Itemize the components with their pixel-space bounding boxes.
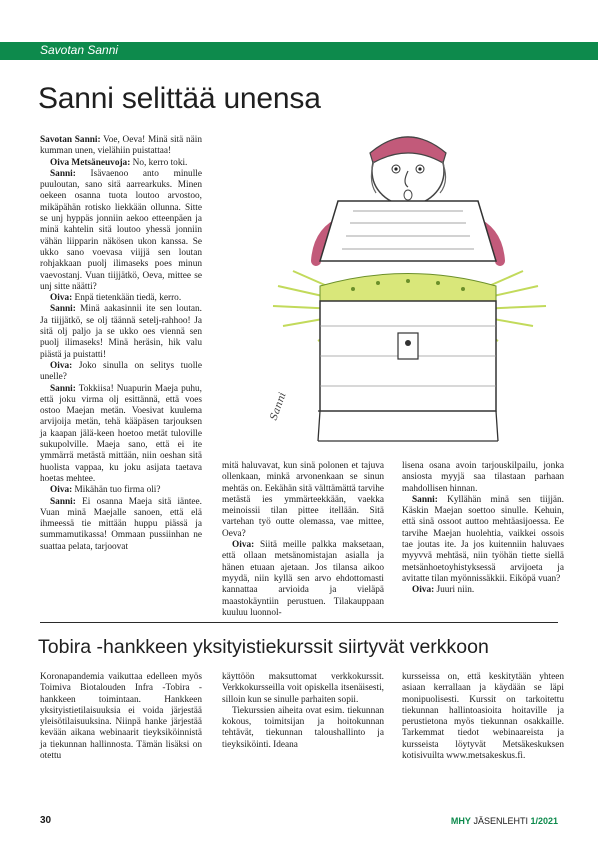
article-column-1 [40, 135, 202, 553]
dialogue-text: Kyllähän minä sen tiijjän. Käskin Maejan soettoo sinulle. Kehuin, että sinä ossoot auttoo mehtäasijoessa. Ee tarvihe Maejan huolehtia, vaikkei ossois tae joutas ite. Ja jos kuitenniin haluvaes myyvvä mehtäsä, niin työhän tiette siellä metsänhoetoyhistyksessä arvijoeta ja avitatte tilan myönnissäkkii. Eiköpä vuan? [402, 494, 564, 584]
article2-title: Tobira -hankkeen yksityistiekurssit siirtyvät verkkoon [38, 636, 489, 658]
dialogue-text: Tokkiisa! Nuapurin Maeja puhu, että joku virma olj esittännä, että voes ostoo Maejan metän. Voesivat kuulema arvijoija metän, tehä kääpäsen tarjouksen ja kaapan jälä-keen hoetoo metät tuloville sukupolville. Maeja sano, että ei ite ymmärrä metästä mittään, niin oeshan sitä huolista vappaa, ku joku asijata taetava hoetas mehtee. [40, 383, 202, 484]
dialogue-text: Siitä meille palkka maksetaan, että ollaan metsänomistajan asialla ja hänen etuaan ajetaan. Jos tilansa aikoo myydä, niin kyllä sen arvo ehdottomasti kannattaa arvioida ja vieläpä maastokäyntiin perustuen. Tilakauppaan kuuluu luonnol- [222, 540, 384, 618]
section-divider [40, 622, 558, 623]
dialogue-paragraph [40, 485, 202, 496]
page-number: 30 [40, 815, 52, 826]
article-column-3 [402, 461, 564, 597]
dialogue-paragraph [40, 497, 202, 553]
body-paragraph: kursseissa on, että keskitytään yhteen asiaan kerrallaan ja käydään se läpi monipuolisesti. Kurssit on tarkoitettu tiekunnan hallintoasioita hoitaville ja perustietona myös tiekunnan osakkaille. Tarkemmat tiedot webinaareista ja kursseista löytyvät Metsäkeskuksen kotisivuilta www.metsakeskus.fi. [402, 672, 564, 762]
dialogue-text: Ei osanna Maeja sitä iäntee. Vuan minä Maejalle sanoen, että elä ihmeessä tie mittään huppu piässä ja summamutikassa! Ommaan pussiinhan ne suattaa pelata, tarjoovat [40, 496, 202, 552]
publication-name: JÄSENLEHTI [473, 816, 528, 826]
dialogue-text: Voe, Oeva! Minä sitä näin kumman unen, vielähiin puistattaa! [40, 135, 202, 157]
dialogue-text: No, kerro toki. [130, 157, 188, 168]
brand-name: MHY [450, 816, 471, 826]
dialogue-paragraph [402, 495, 564, 585]
speaker-name: Oiva: [50, 360, 73, 371]
speaker-name: Oiva: [50, 293, 73, 304]
page-footer [0, 815, 598, 831]
section-band [0, 42, 598, 60]
dialogue-paragraph [222, 461, 384, 540]
dialogue-paragraph [222, 540, 384, 619]
speaker-name: Savotan Sanni: [40, 135, 101, 145]
dialogue-paragraph [40, 158, 202, 169]
publication-info [451, 816, 558, 826]
dialogue-paragraph [40, 135, 202, 158]
issue-number: 1/2021 [530, 816, 558, 826]
speaker-name: Oiva: [50, 485, 73, 496]
article-column-2 [222, 461, 384, 619]
dialogue-paragraph [40, 384, 202, 486]
dialogue-text: lisena osana avoin tarjouskilpailu, jonka ansiosta myyjä saa tilastaan parhaan mahdollisen hinnan. [402, 461, 564, 494]
speaker-name: Sanni: [50, 304, 76, 315]
dialogue-text: Enpä tietenkään tiedä, kerro. [72, 293, 182, 304]
speaker-name: Sanni: [50, 383, 76, 394]
dialogue-text: Minä aakasinnii ite sen loutan. Ja tiijjätkö, se olj täännä setelj-rahhoo! Ja sitä olj paljo ja se ukko oes viennä sen puolj ilimaseks! Minä heräsin, hik valu piästä ja puistatti! [40, 304, 202, 360]
article2-column-1 [40, 672, 202, 762]
speaker-name: Oiva: [232, 540, 255, 551]
dialogue-paragraph [40, 361, 202, 384]
article2-column-3 [402, 672, 564, 762]
speaker-name: Oiva Metsäneuvoja: [50, 157, 131, 168]
dialogue-paragraph [40, 304, 202, 360]
dialogue-paragraph [402, 585, 564, 596]
dialogue-text: Isävaenoo anto minulle puuloutan, sano sitä aarrearkuks. Minen oekeen osanna tuota loutoo arvostoo, mikäpähän rotisko liekkään ollunna. Sitte se unj hyppäs jonniin aekoo etteenpäen ja minä kahtelin sitä loutoo yhessä jonniin vähän liipparin näkösen ukon kanssa. Se ukko sano voevasa viijjä sen loutan rohjakkaan puolj ilimaseks poes minun vaevostanj. Vuan tiijjätkö, Oeva, mittee se unj sitte näätti? [40, 168, 202, 292]
section-label: Savotan Sanni [40, 43, 119, 57]
speaker-name: Oiva: [412, 585, 435, 596]
speaker-name: Sanni: [50, 168, 76, 179]
dialogue-paragraph [40, 169, 202, 293]
article2-column-2 [222, 672, 384, 751]
dialogue-text: Mikähän tuo firma oli? [72, 485, 161, 496]
illustration-signature: Sanni [268, 391, 289, 423]
dialogue-text: Joko sinulla on selitys tuolle unelle? [40, 360, 202, 383]
article-title: Sanni selittää unensa [38, 82, 321, 115]
dialogue-text: Juuri niin. [434, 585, 475, 596]
dialogue-paragraph [402, 461, 564, 495]
body-paragraph: Tiekurssien aiheita ovat esim. tiekunnan kokous, toimitsijan ja hoitokunnan tehtävät, tiekunnan taloushallinto ja tieyksiköinti. Ideana [222, 705, 384, 750]
dialogue-text: mitä haluvavat, kun sinä polonen et tajuva ollenkaan, minkä arvonenkaan se sinun mehtäs on. Eekähän sitä välttämättä tarvihe metästä ies ymmärteekkään, vaekka meinoissii tilan pittee itellään. Sitä vartehan työ outte olemassa, vae mittee, Oeva? [222, 461, 384, 539]
speaker-name: Sanni: [50, 496, 76, 507]
dialogue-paragraph [40, 293, 202, 304]
body-paragraph: Koronapandemia vaikuttaa edelleen myös Toimiva Biotalouden Infra -Tobira -hankkeen toimintaan. Hankkeen yksityistietilaisuuksia ei voida järjestää yleisötilaisuuksina. Niinpä hanke järjestää kevään aikana webinaarit tieyksiköinnistä ja tiekunnan hallinnosta. Tämän lisäksi on otettu [40, 672, 202, 762]
body-paragraph: käyttöön maksuttomat verkkokurssit. Verkkokursseilla voit opiskella itsenäisesti, silloin kun se sinulle parhaiten sopii. [222, 672, 384, 705]
speaker-name: Sanni: [412, 494, 438, 505]
treasure-chest-illustration [258, 111, 558, 456]
